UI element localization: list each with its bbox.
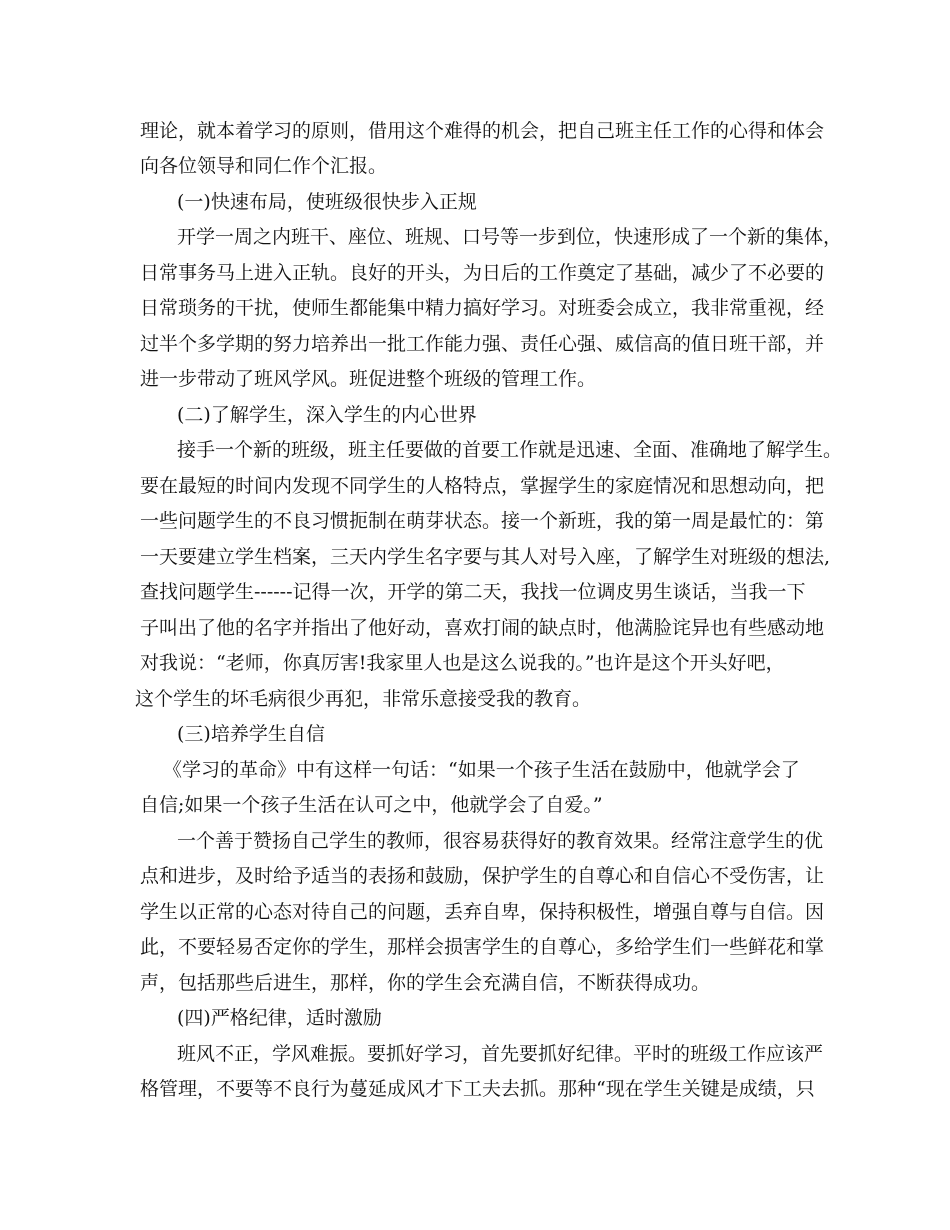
text-line: 学生以正常的心态对待自己的问题，丢弃自卑，保持积极性，增强自尊与自信。因 [140,901,825,923]
text-line: 格管理，不要等不良行为蔓延成风才下工夫去抓。那种“现在学生关键是成绩，只 [140,1078,815,1100]
text-line: 一些问题学生的不良习惯扼制在萌芽状态。接一个新班，我的第一周是最忙的：第 [140,510,825,532]
text-line: 日常事务马上进入正轨。良好的开头，为日后的工作奠定了基础，减少了不必要的 [140,262,825,284]
text-line: 声，包括那些后进生，那样，你的学生会充满自信，不断获得成功。 [140,972,711,994]
section-heading: (一)快速布局，使班级很快步入正规 [177,191,477,213]
text-line: 开学一周之内班干、座位、班规、口号等一步到位，快速形成了一个新的集体， [177,226,843,248]
text-line: 子叫出了他的名字并指出了他好动，喜欢打闹的缺点时，他满脸诧异也有些感动地 [140,617,825,639]
text-line: 班风不正，学风难振。要抓好学习，首先要抓好纪律。平时的班级工作应该严 [177,1043,824,1065]
section-heading: (二)了解学生，深入学生的内心世界 [177,404,477,426]
text-line: 点和进步，及时给予适当的表扬和鼓励，保护学生的自尊心和自信心不受伤害，让 [140,865,825,887]
text-line: 《学习的革命》中有这样一句话：“如果一个孩子生活在鼓励中，他就学会了 [163,759,800,781]
section-heading: (四)严格纪律，适时激励 [177,1007,382,1029]
text-line: 过半个多学期的努力培养出一批工作能力强、责任心强、威信高的值日班干部，并 [140,333,825,355]
text-line: 理论，就本着学习的原则，借用这个难得的机会，把自己班主任工作的心得和体会 [140,120,825,142]
text-line: 进一步带动了班风学风。班促进整个班级的管理工作。 [140,368,597,390]
text-line: 日常琐务的干扰，使师生都能集中精力搞好学习。对班委会成立，我非常重视，经 [140,297,825,319]
section-heading: (三)培养学生自信 [177,723,325,745]
text-line: 查找问题学生------记得一次，开学的第二天，我找一位调皮男生谈话，当我一下 [140,581,806,603]
text-line: 向各位领导和同仁作个汇报。 [140,155,388,177]
text-line: 一个善于赞扬自己学生的教师，很容易获得好的教育效果。经常注意学生的优 [177,830,824,852]
text-line: 对我说：“老师，你真厉害!我家里人也是这么说我的。”也许是这个开头好吧， [140,652,785,674]
text-line: 此，不要轻易否定你的学生，那样会损害学生的自尊心，多给学生们一些鲜花和掌 [140,936,825,958]
text-line: 这个学生的坏毛病很少再犯，非常乐意接受我的教育。 [135,688,592,710]
text-line: 接手一个新的班级，班主任要做的首要工作就是迅速、全面、准确地了解学生。 [177,439,843,461]
text-line: 自信;如果一个孩子生活在认可之中，他就学会了自爱。” [140,794,603,816]
text-line: 一天要建立学生档案，三天内学生名字要与其人对号入座，了解学生对班级的想法, [140,546,831,568]
text-line: 要在最短的时间内发现不同学生的人格特点，掌握学生的家庭情况和思想动向，把 [140,475,825,497]
